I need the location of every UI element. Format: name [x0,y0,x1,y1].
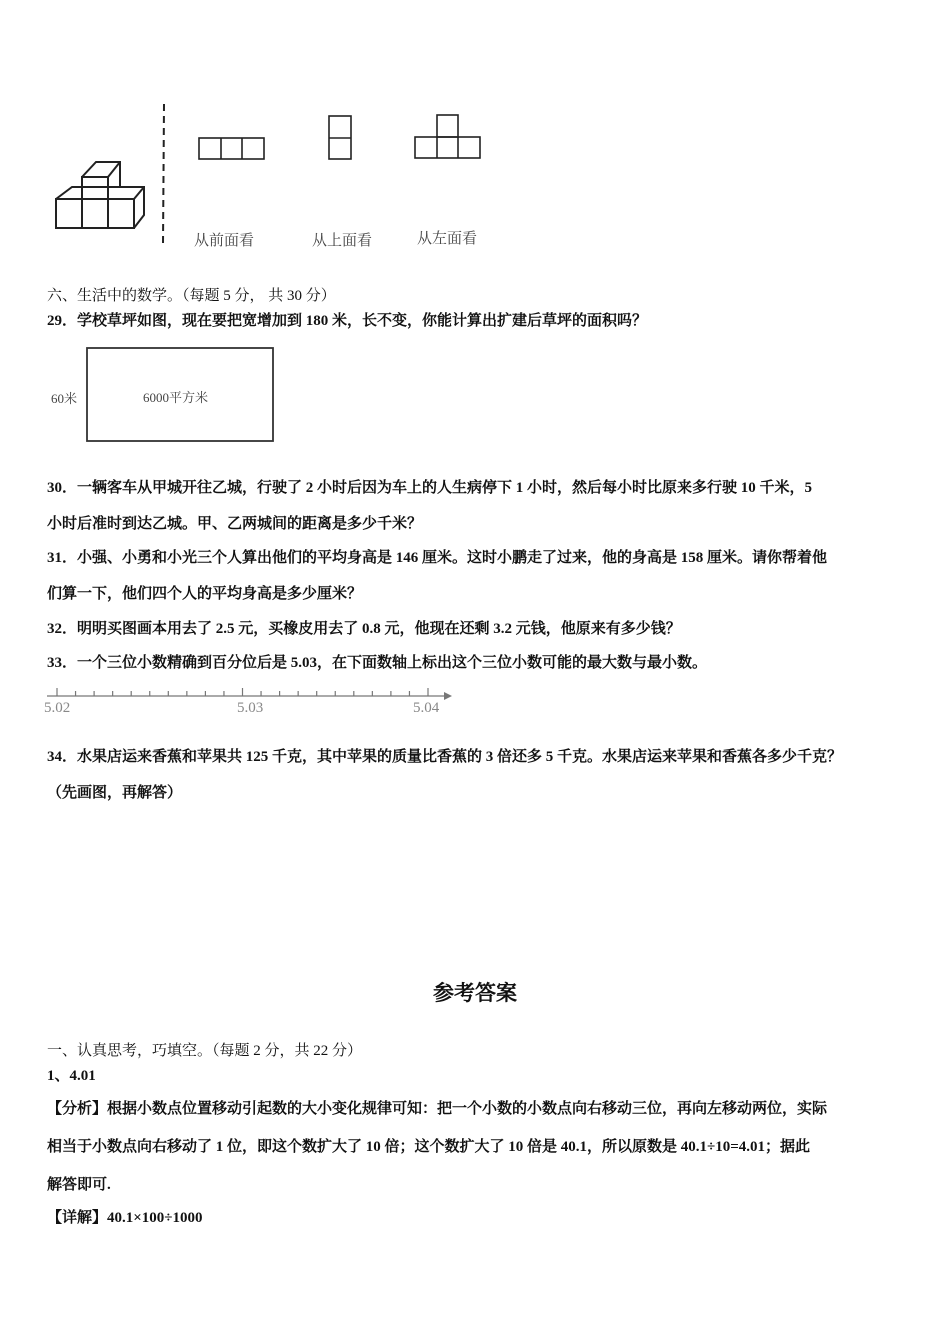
number-line-label: 5.03 [237,700,264,716]
analysis-line3: 解答即可. [47,1177,111,1193]
question-32: 32．明明买图画本用去了 2.5 元，买橡皮用去了 0.8 元，他现在还剩 3.2 元钱，他原来有多少钱？ [47,621,681,637]
question-33: 33．一个三位小数精确到百分位后是 5.03，在下面数轴上标出这个三位小数可能的最大数与最小数。 [47,655,708,671]
left-view [415,115,480,158]
front-view-label: 从前面看 [194,233,255,249]
analysis-line1: 【分析】根据小数点位置移动引起数的大小变化规律可知：把一个小数的小数点向右移动三位，再向左移动两位，实际 [47,1101,828,1117]
detail-line: 【详解】40.1×100÷1000 [47,1210,203,1226]
width-label: 60米 [51,391,78,406]
answers-title: 参考答案 [433,981,517,1005]
left-view-label: 从左面看 [417,231,478,247]
front-view [199,138,264,159]
question-31-line1: 31．小强、小勇和小光三个人算出他们的平均身高是 146 厘米。这时小鹏走了过来，他的身高是 158 厘米。请你帮着他 [47,550,828,566]
number-line-label: 5.04 [413,700,440,716]
question-29: 29．学校草坪如图，现在要把宽增加到 180 米，长不变，你能计算出扩建后草坪的面积吗？ [47,313,648,329]
question-34-line1: 34．水果店运来香蕉和苹果共 125 千克，其中苹果的质量比香蕉的 3 倍还多 5 千克。水果店运来苹果和香蕉各多少千克？ [47,749,843,765]
question-30-line2: 小时后准时到达乙城。甲、乙两城间的距离是多少千米？ [47,516,423,532]
top-view-label: 从上面看 [312,233,373,249]
area-label: 6000平方米 [143,390,209,405]
top-view [329,116,351,159]
question-31-line2: 们算一下，他们四个人的平均身高是多少厘米？ [47,586,363,602]
question-34-line2: （先画图，再解答） [47,785,183,801]
cube-stack-drawing [56,162,144,228]
answers-section1-heading: 一、认真思考，巧填空。（每题 2 分，共 22 分） [47,1043,363,1059]
answer-1: 1、4.01 [47,1068,96,1084]
section6-heading: 六、生活中的数学。（每题 5 分， 共 30 分） [47,288,336,304]
divider-dashed-line [163,104,164,245]
number-line [47,688,452,700]
question-30-line1: 30．一辆客车从甲城开往乙城，行驶了 2 小时后因为车上的人生病停下 1 小时，然后每小时比原来多行驶 10 千米，5 [47,480,813,496]
analysis-line2: 相当于小数点向右移动了 1 位，即这个数扩大了 10 倍；这个数扩大了 10 倍是 40.1，所以原数是 40.1÷10=4.01；据此 [47,1139,811,1155]
number-line-label: 5.02 [44,700,71,716]
